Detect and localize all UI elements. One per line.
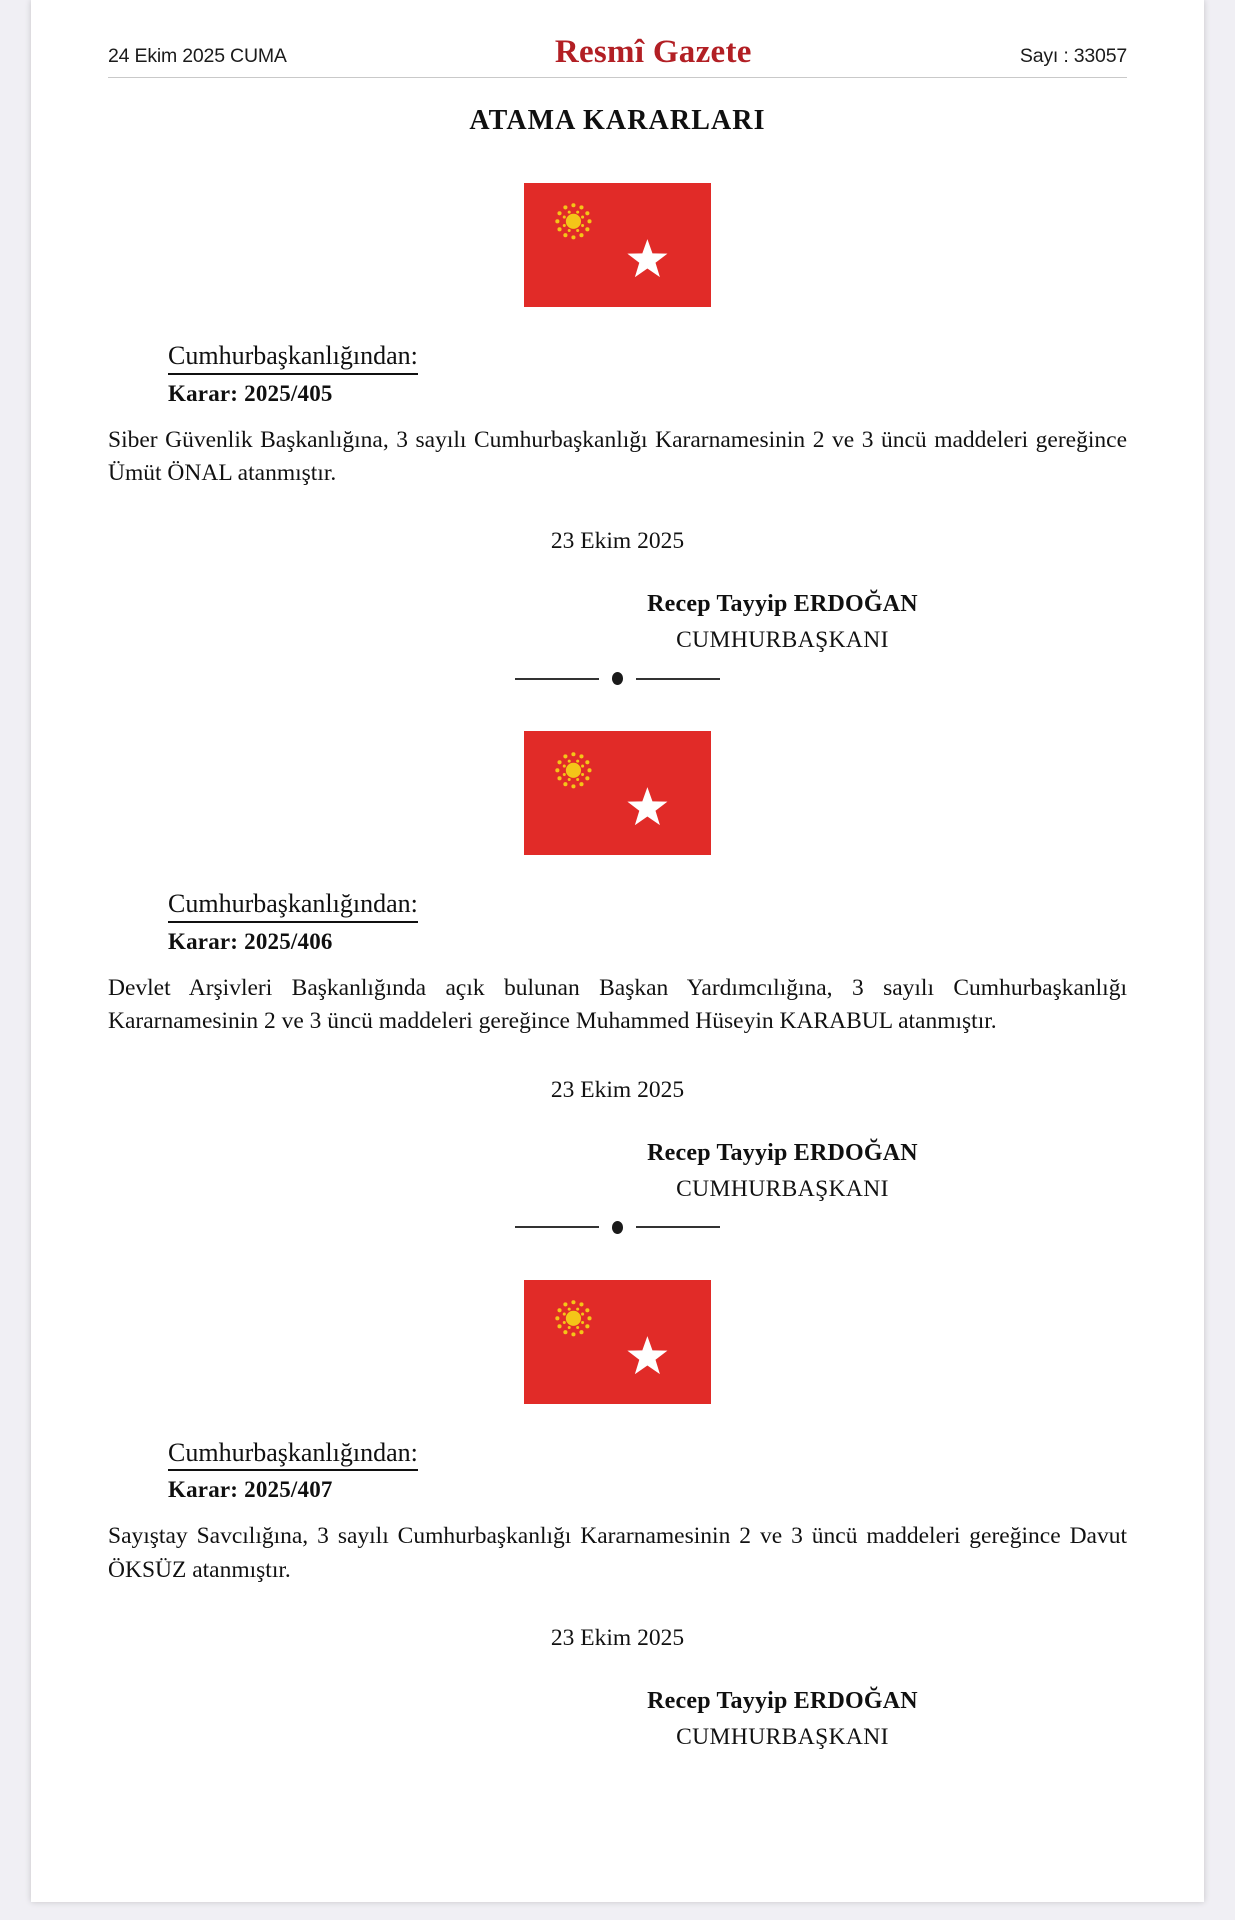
turkish-flag-icon [524, 1280, 711, 1404]
decision-date: 23 Ekim 2025 [550, 1625, 685, 1652]
karar-number: Karar: 2025/406 [168, 929, 333, 955]
signatory-title: CUMHURBAŞKANI [676, 1175, 889, 1202]
signatory-name: Recep Tayyip ERDOĞAN [647, 1139, 918, 1166]
gazette-page [31, 0, 1204, 1902]
crescent-star-icon [574, 761, 675, 843]
section-divider-ornament [108, 1221, 1127, 1234]
karar-number: Karar: 2025/405 [168, 380, 333, 406]
issuer-heading: Cumhurbaşkanlığından: [168, 1438, 418, 1472]
signatory-title: CUMHURBAŞKANI [676, 1724, 889, 1751]
decision-block-3 [108, 1280, 1127, 1751]
section-divider-ornament [108, 672, 1127, 685]
signature-block [108, 591, 1127, 654]
page-content [31, 0, 1204, 1751]
divider-line-left [515, 1226, 599, 1228]
signatory-title: CUMHURBAŞKANI [676, 627, 889, 654]
masthead-date: 24 Ekim 2025 CUMA [108, 45, 287, 67]
divider-line-right [636, 678, 720, 680]
decision-date: 23 Ekim 2025 [550, 528, 685, 555]
turkish-flag-icon [524, 731, 711, 855]
karar-number: Karar: 2025/407 [168, 1477, 333, 1503]
page-title: ATAMA KARARLARI [469, 105, 766, 136]
divider-line-left [515, 678, 599, 680]
decision-block-2 [108, 731, 1127, 1233]
signature-block [108, 1688, 1127, 1751]
issuer-heading: Cumhurbaşkanlığından: [168, 889, 418, 923]
crescent-star-icon [574, 213, 675, 295]
divider-line-right [636, 1226, 720, 1228]
decisions-list [108, 183, 1127, 1751]
flag-container [108, 731, 1127, 855]
issuer-heading: Cumhurbaşkanlığından: [168, 341, 418, 375]
flag-container [108, 1280, 1127, 1404]
flag-container [108, 183, 1127, 307]
masthead-divider-rule [108, 77, 1127, 78]
decision-body-text: Sayıştay Savcılığına, 3 sayılı Cumhurbaşkanlığı Kararnamesinin 2 ve 3 üncü maddeleri gereğince Davut ÖKSÜZ atanmıştır. [108, 1523, 1127, 1583]
issuer-heading-row [108, 855, 1127, 923]
turkish-flag-icon [524, 183, 711, 307]
masthead [108, 0, 1127, 77]
crescent-star-icon [574, 1310, 675, 1392]
divider-dot-icon [612, 672, 623, 685]
masthead-title: Resmî Gazete [554, 34, 752, 70]
signatory-name: Recep Tayyip ERDOĞAN [647, 591, 918, 618]
issuer-heading-row [108, 1404, 1127, 1472]
decision-body-text: Siber Güvenlik Başkanlığına, 3 sayılı Cumhurbaşkanlığı Kararnamesinin 2 ve 3 üncü maddeleri gereğince Ümüt ÖNAL atanmıştır. [108, 426, 1127, 487]
masthead-issue-number: Sayı : 33057 [1019, 45, 1127, 67]
decision-block-1 [108, 183, 1127, 685]
issuer-heading-row [108, 307, 1127, 375]
decision-date: 23 Ekim 2025 [550, 1076, 685, 1103]
divider-dot-icon [612, 1221, 623, 1234]
signatory-name: Recep Tayyip ERDOĞAN [647, 1688, 918, 1715]
signature-block [108, 1140, 1127, 1203]
decision-body-text: Devlet Arşivleri Başkanlığında açık bulunan Başkan Yardımcılığına, 3 sayılı Cumhurbaşkanlığı Kararnamesinin 2 ve 3 üncü maddeleri gereğince Muhammed Hüseyin KARABUL atanmıştır. [108, 975, 1127, 1035]
